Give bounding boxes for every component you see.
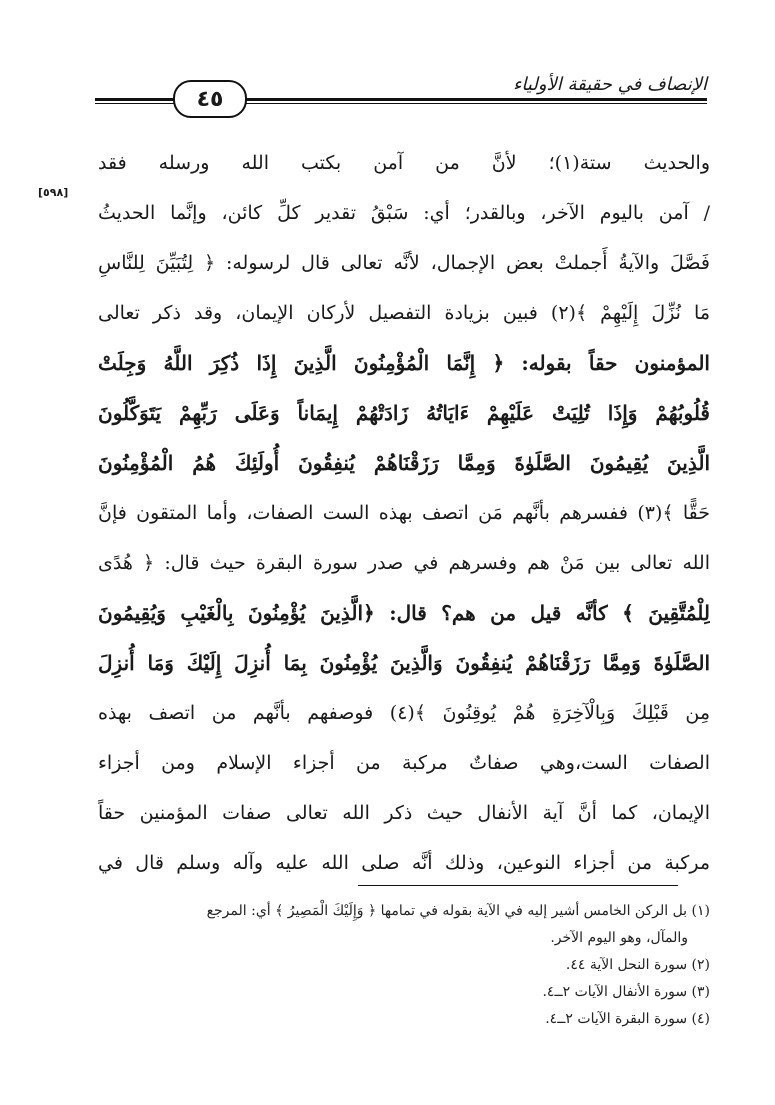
text-line: والحديث ستة(١)؛ لأنَّ من آمن بكتب الله ورسله فقد	[98, 152, 710, 174]
footnote-separator	[358, 885, 678, 886]
page-header	[95, 60, 707, 112]
text-line: فَصَّلَ والآيةُ أَجملتْ بعض الإجمال، لأنَّه تعالى قال لرسوله: ﴿ لِتُبَيِّنَ لِلنَّاسِ	[98, 252, 710, 274]
text-line: حَقًّا ﴾(٣) ففسرهم بأنَّهم مَن اتصف بهذه الست الصفات، وأما المتقون فإنَّ	[98, 502, 710, 524]
text-line: مَا نُزِّلَ إِلَيْهِمْ ﴾(٢) فبين بزيادة التفصيل لأركان الإيمان، وقد ذكر تعالى	[98, 302, 710, 324]
footnote: (١) بل الركن الخامس أشير إليه في الآية بقوله في تمامها ﴿ وَإِلَيْكَ الْمَصِيرُ ﴾ أي: المرجع	[206, 903, 710, 919]
quran-line: الصَّلَوٰةَ وَمِمَّا رَزَقْنَاهُمْ يُنفِقُونَ وَالَّذِينَ يُؤْمِنُونَ بِمَا أُنزِلَ إِلَيْكَ وَمَا أُنزِلَ	[98, 651, 710, 675]
footnote: (٣) سورة الأنفال الآيات ٢ــ٤.	[542, 984, 710, 1000]
text-line: / آمن باليوم الآخر، وبالقدر؛ أي: سَبْقُ تقدير كلِّ كائن، وإنَّما الحديثُ	[98, 202, 710, 224]
footnote: (٢) سورة النحل الآية ٤٤.	[565, 957, 710, 973]
running-title: الإنصاف في حقيقة الأولياء	[512, 74, 707, 95]
text-line: الله تعالى بين مَنْ هم وفسرهم في صدر سورة البقرة حيث قال: ﴿ هُدًى	[98, 552, 710, 574]
quran-line: المؤمنون حقاً بقوله: ﴿ إِنَّمَا الْمُؤْمِنُونَ الَّذِينَ إِذَا ذُكِرَ اللَّهُ وَجِلَتْ	[98, 351, 710, 375]
page-number: ٤٥	[173, 80, 247, 118]
margin-page-reference: [٥٩٨]	[38, 186, 69, 199]
quran-line: قُلُوبُهُمْ وَإِذَا تُلِيَتْ عَلَيْهِمْ ءَايَاتُهُ زَادَتْهُمْ إِيمَاناً وَعَلَى رَبِّهِمْ يَتَوَكَّلُونَ	[98, 401, 710, 425]
text-line: الصفات الست،وهي صفاتٌ مركبة من أجزاء الإسلام ومن أجزاء	[98, 752, 710, 774]
quran-line: لِلْمُتَّقِينَ ﴾ كأنَّه قيل من هم؟ قال: ﴿الَّذِينَ يُؤْمِنُونَ بِالْغَيْبِ وَيُقِيمُونَ	[98, 601, 710, 625]
footnote: (٤) سورة البقرة الآيات ٢ــ٤.	[545, 1011, 710, 1027]
text-line: الإيمان، كما أنَّ آية الأنفال حيث ذكر الله تعالى صفات المؤمنين حقاً	[98, 802, 710, 824]
quran-line: الَّذِينَ يُقِيمُونَ الصَّلَوٰةَ وَمِمَّا رَزَقْنَاهُمْ يُنفِقُونَ أُولَئِكَ هُمُ الْمُؤْمِنُونَ	[98, 451, 710, 475]
text-line: مِن قَبْلِكَ وَبِالْآخِرَةِ هُمْ يُوقِنُونَ ﴾(٤) فوصفهم بأنَّهم من اتصف بهذه	[98, 702, 710, 724]
text-line: مركبة من أجزاء النوعين، وذلك أنَّه صلى الله عليه وآله وسلم قال في	[98, 852, 710, 874]
footnotes	[98, 898, 710, 1033]
main-text	[98, 138, 710, 888]
footnote-continuation: والمآل، وهو اليوم الآخر.	[550, 930, 688, 946]
